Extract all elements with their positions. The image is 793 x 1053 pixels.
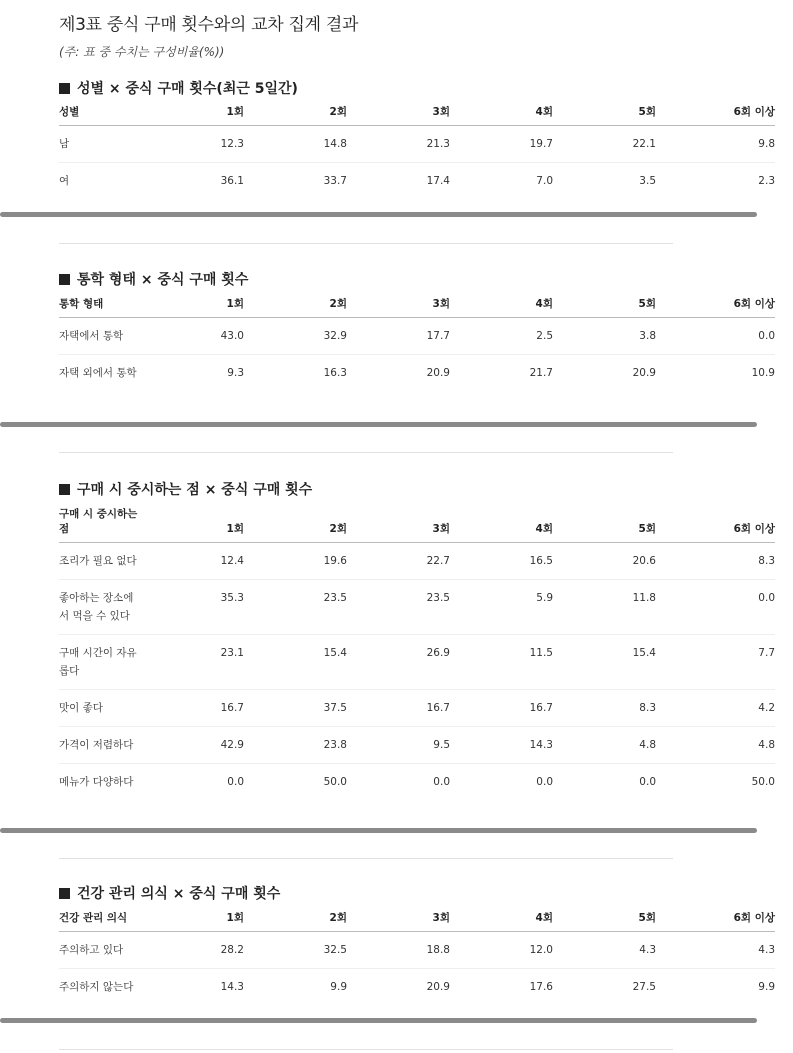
value-cell: [347, 580, 450, 635]
row-label: 맛이 좋다: [59, 702, 103, 714]
table-row: [59, 126, 775, 163]
value-cell: [656, 355, 775, 392]
value-cell: [553, 543, 656, 580]
table-row: [59, 580, 775, 635]
row-label-cell: [59, 355, 141, 392]
row-label: 구매 시간이 자유롭다: [59, 647, 137, 677]
column-header: 2회: [244, 104, 347, 126]
crosstab-table: [59, 910, 775, 1005]
value-cell: [656, 690, 775, 727]
value-cell: [347, 727, 450, 764]
value-cell: [347, 163, 450, 200]
column-header: 1회: [141, 506, 244, 543]
cell-value: 2.3: [758, 175, 775, 187]
value-cell: [553, 580, 656, 635]
cell-value: 23.5: [323, 592, 347, 604]
row-header-label: 건강 관리 의식: [59, 910, 141, 932]
cell-value: 36.1: [220, 175, 244, 187]
value-cell: [656, 635, 775, 690]
table-row: [59, 690, 775, 727]
cell-value: 0.0: [639, 776, 656, 788]
value-cell: [656, 764, 775, 801]
cell-value: 21.7: [529, 367, 553, 379]
column-header: 5회: [553, 104, 656, 126]
cell-value: 12.4: [220, 555, 244, 567]
row-label-cell: [59, 543, 141, 580]
cell-value: 20.9: [426, 367, 450, 379]
row-label-cell: [59, 126, 141, 163]
page-note: (주: 표 중 수치는 구성비율(%)): [59, 45, 225, 59]
value-cell: [244, 932, 347, 969]
row-label-cell: [59, 932, 141, 969]
column-header: 5회: [553, 910, 656, 932]
value-cell: [244, 163, 347, 200]
table-row: [59, 318, 775, 355]
table-header-row: [59, 506, 775, 543]
row-label-cell: [59, 318, 141, 355]
table-row: [59, 932, 775, 969]
row-label: 자택 외에서 통학: [59, 367, 137, 379]
row-label-cell: [59, 690, 141, 727]
cell-value: 23.8: [323, 739, 347, 751]
value-cell: [656, 163, 775, 200]
value-cell: [656, 969, 775, 1006]
cell-value: 2.5: [536, 330, 553, 342]
cell-value: 19.6: [323, 555, 347, 567]
table-row: [59, 355, 775, 392]
value-cell: [450, 543, 553, 580]
value-cell: [656, 580, 775, 635]
value-cell: [553, 355, 656, 392]
value-cell: [141, 543, 244, 580]
cell-value: 11.8: [632, 592, 656, 604]
value-cell: [347, 690, 450, 727]
value-cell: [656, 318, 775, 355]
value-cell: [450, 126, 553, 163]
column-header: 4회: [450, 104, 553, 126]
cell-value: 22.1: [632, 138, 656, 150]
cell-value: 26.9: [426, 647, 450, 659]
cell-value: 8.3: [639, 702, 656, 714]
value-cell: [347, 932, 450, 969]
section-divider: [59, 452, 673, 453]
value-cell: [553, 969, 656, 1006]
cell-value: 23.5: [426, 592, 450, 604]
value-cell: [244, 727, 347, 764]
cell-value: 17.7: [426, 330, 450, 342]
value-cell: [450, 727, 553, 764]
row-label-cell: [59, 764, 141, 801]
cell-value: 16.5: [529, 555, 553, 567]
cell-value: 11.5: [529, 647, 553, 659]
row-label: 좋아하는 장소에서 먹을 수 있다: [59, 592, 134, 622]
cell-value: 33.7: [323, 175, 347, 187]
value-cell: [244, 318, 347, 355]
cell-value: 0.0: [536, 776, 553, 788]
section-title: 구매 시 중시하는 점 × 중식 구매 횟수: [59, 479, 312, 499]
cell-value: 17.6: [529, 981, 553, 993]
column-header: 4회: [450, 506, 553, 543]
value-cell: [244, 543, 347, 580]
column-header: 1회: [141, 296, 244, 318]
value-cell: [656, 543, 775, 580]
square-bullet-icon: [59, 274, 70, 285]
page-title: 제3표 중식 구매 횟수와의 교차 집계 결과: [59, 15, 359, 35]
value-cell: [553, 635, 656, 690]
value-cell: [244, 355, 347, 392]
column-header: 2회: [244, 910, 347, 932]
value-cell: [347, 969, 450, 1006]
row-header-label: 구매 시 중시하는 점: [59, 506, 141, 543]
cell-value: 4.8: [758, 739, 775, 751]
cell-value: 19.7: [529, 138, 553, 150]
value-cell: [347, 543, 450, 580]
value-cell: [553, 690, 656, 727]
cell-value: 4.8: [639, 739, 656, 751]
cell-value: 0.0: [758, 330, 775, 342]
row-label: 주의하고 있다: [59, 944, 124, 956]
cell-value: 42.9: [220, 739, 244, 751]
column-header: 5회: [553, 506, 656, 543]
cell-value: 5.9: [536, 592, 553, 604]
cell-value: 15.4: [632, 647, 656, 659]
value-cell: [347, 355, 450, 392]
cell-value: 0.0: [758, 592, 775, 604]
cell-value: 16.7: [529, 702, 553, 714]
table-header-row: [59, 296, 775, 318]
cell-value: 4.3: [639, 944, 656, 956]
cell-value: 10.9: [751, 367, 775, 379]
column-header: 3회: [347, 506, 450, 543]
row-label: 가격이 저렴하다: [59, 739, 134, 751]
table-header-row: [59, 910, 775, 932]
column-header: 3회: [347, 296, 450, 318]
cell-value: 9.8: [758, 138, 775, 150]
value-cell: [450, 969, 553, 1006]
value-cell: [553, 727, 656, 764]
value-cell: [347, 318, 450, 355]
value-cell: [141, 355, 244, 392]
table-row: [59, 635, 775, 690]
section-divider: [59, 858, 673, 859]
row-label: 여: [59, 175, 70, 187]
crosstab-table: [59, 104, 775, 199]
column-header: 4회: [450, 910, 553, 932]
section-title: 건강 관리 의식 × 중식 구매 횟수: [59, 883, 280, 903]
cell-value: 16.7: [426, 702, 450, 714]
value-cell: [450, 932, 553, 969]
column-header: 3회: [347, 104, 450, 126]
horizontal-scrollbar[interactable]: [0, 422, 757, 427]
value-cell: [141, 727, 244, 764]
value-cell: [141, 318, 244, 355]
square-bullet-icon: [59, 83, 70, 94]
cell-value: 21.3: [426, 138, 450, 150]
column-header: 2회: [244, 296, 347, 318]
value-cell: [347, 126, 450, 163]
value-cell: [553, 126, 656, 163]
row-label: 조리가 필요 없다: [59, 555, 137, 567]
section-divider: [59, 243, 673, 244]
cell-value: 35.3: [220, 592, 244, 604]
value-cell: [450, 355, 553, 392]
crosstab-table: [59, 506, 775, 800]
row-label: 메뉴가 다양하다: [59, 776, 134, 788]
row-label-cell: [59, 969, 141, 1006]
column-header: 6회 이상: [656, 506, 775, 543]
column-header: 3회: [347, 910, 450, 932]
cell-value: 27.5: [632, 981, 656, 993]
row-label-cell: [59, 727, 141, 764]
column-header: 5회: [553, 296, 656, 318]
cell-value: 4.2: [758, 702, 775, 714]
cell-value: 3.8: [639, 330, 656, 342]
cell-value: 7.7: [758, 647, 775, 659]
cell-value: 9.3: [227, 367, 244, 379]
value-cell: [244, 635, 347, 690]
value-cell: [141, 690, 244, 727]
horizontal-scrollbar[interactable]: [0, 212, 757, 217]
column-header: 6회 이상: [656, 910, 775, 932]
value-cell: [141, 932, 244, 969]
value-cell: [141, 969, 244, 1006]
cell-value: 17.4: [426, 175, 450, 187]
value-cell: [347, 764, 450, 801]
value-cell: [553, 163, 656, 200]
horizontal-scrollbar[interactable]: [0, 1018, 757, 1023]
value-cell: [141, 126, 244, 163]
value-cell: [347, 635, 450, 690]
value-cell: [244, 764, 347, 801]
cell-value: 22.7: [426, 555, 450, 567]
row-label-cell: [59, 163, 141, 200]
value-cell: [656, 126, 775, 163]
cell-value: 20.9: [632, 367, 656, 379]
value-cell: [450, 635, 553, 690]
cell-value: 23.1: [220, 647, 244, 659]
value-cell: [450, 764, 553, 801]
cell-value: 20.9: [426, 981, 450, 993]
value-cell: [450, 690, 553, 727]
value-cell: [656, 932, 775, 969]
cell-value: 20.6: [632, 555, 656, 567]
value-cell: [141, 580, 244, 635]
cell-value: 50.0: [323, 776, 347, 788]
cell-value: 28.2: [220, 944, 244, 956]
row-header-label: 성별: [59, 104, 141, 126]
table-row: [59, 969, 775, 1006]
section-divider: [59, 1049, 673, 1050]
row-label: 주의하지 않는다: [59, 981, 134, 993]
value-cell: [450, 163, 553, 200]
cell-value: 43.0: [220, 330, 244, 342]
cell-value: 9.5: [433, 739, 450, 751]
value-cell: [450, 580, 553, 635]
row-label-cell: [59, 580, 141, 635]
cell-value: 8.3: [758, 555, 775, 567]
column-header: 1회: [141, 104, 244, 126]
cell-value: 14.3: [220, 981, 244, 993]
value-cell: [553, 764, 656, 801]
table-row: [59, 163, 775, 200]
cell-value: 9.9: [758, 981, 775, 993]
row-label: 자택에서 통학: [59, 330, 124, 342]
value-cell: [244, 690, 347, 727]
value-cell: [244, 580, 347, 635]
value-cell: [450, 318, 553, 355]
cell-value: 16.7: [220, 702, 244, 714]
crosstab-table: [59, 296, 775, 391]
row-label: 남: [59, 138, 70, 150]
value-cell: [656, 727, 775, 764]
cell-value: 12.3: [220, 138, 244, 150]
column-header: 1회: [141, 910, 244, 932]
cell-value: 9.9: [330, 981, 347, 993]
value-cell: [244, 969, 347, 1006]
square-bullet-icon: [59, 888, 70, 899]
cell-value: 12.0: [529, 944, 553, 956]
cell-value: 18.8: [426, 944, 450, 956]
value-cell: [553, 318, 656, 355]
square-bullet-icon: [59, 484, 70, 495]
value-cell: [553, 932, 656, 969]
row-header-label: 통학 형태: [59, 296, 141, 318]
horizontal-scrollbar[interactable]: [0, 828, 757, 833]
column-header: 6회 이상: [656, 104, 775, 126]
cell-value: 0.0: [433, 776, 450, 788]
table-row: [59, 543, 775, 580]
column-header: 6회 이상: [656, 296, 775, 318]
cell-value: 32.5: [323, 944, 347, 956]
cell-value: 37.5: [323, 702, 347, 714]
cell-value: 16.3: [323, 367, 347, 379]
column-header: 2회: [244, 506, 347, 543]
value-cell: [141, 163, 244, 200]
cell-value: 3.5: [639, 175, 656, 187]
section-title: 성별 × 중식 구매 횟수(최근 5일간): [59, 78, 298, 98]
value-cell: [141, 764, 244, 801]
value-cell: [141, 635, 244, 690]
cell-value: 14.8: [323, 138, 347, 150]
value-cell: [244, 126, 347, 163]
cell-value: 4.3: [758, 944, 775, 956]
cell-value: 32.9: [323, 330, 347, 342]
section-title: 통학 형태 × 중식 구매 횟수: [59, 269, 248, 289]
cell-value: 0.0: [227, 776, 244, 788]
cell-value: 14.3: [529, 739, 553, 751]
table-row: [59, 727, 775, 764]
cell-value: 15.4: [323, 647, 347, 659]
row-label-cell: [59, 635, 141, 690]
table-header-row: [59, 104, 775, 126]
cell-value: 7.0: [536, 175, 553, 187]
cell-value: 50.0: [751, 776, 775, 788]
table-row: [59, 764, 775, 801]
column-header: 4회: [450, 296, 553, 318]
